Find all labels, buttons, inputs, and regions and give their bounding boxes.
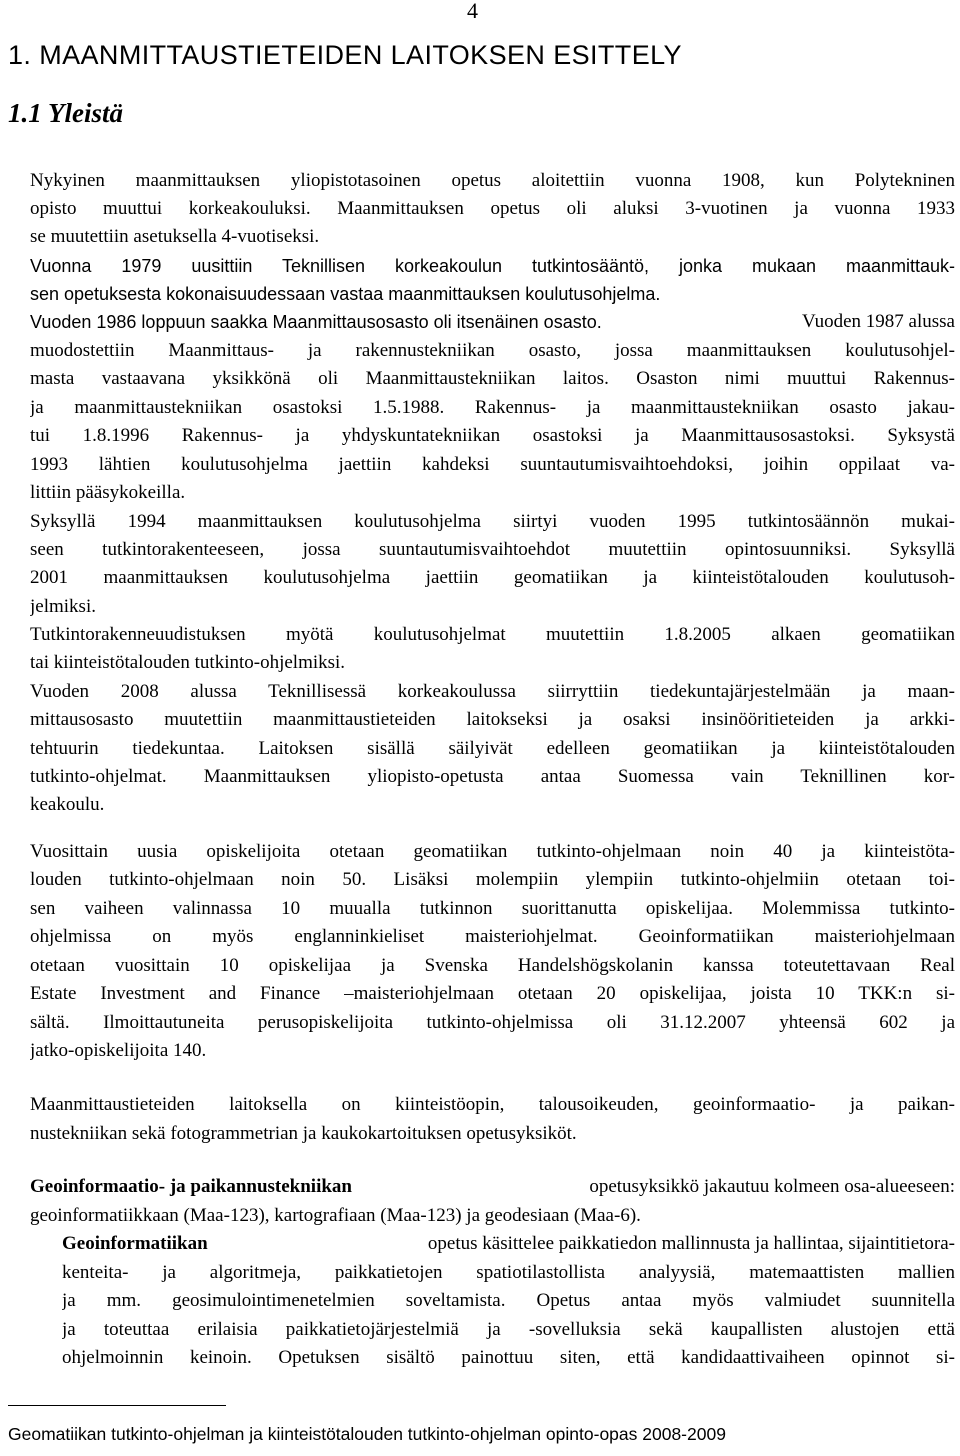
paragraph-line: louden tutkinto-ohjelmaan noin 50. Lisäksi molempiin ylempiin tutkinto-ohjelmiin otetaan toi- bbox=[30, 869, 955, 890]
page-footer: Geomatiikan tutkinto-ohjelman ja kiinteistötalouden tutkinto-ohjelman opinto-opas 2008-2009 bbox=[8, 1424, 726, 1444]
paragraph-line: se muutettiin asetuksella 4-vuotiseksi. bbox=[30, 226, 320, 247]
paragraph-line: 2001 maanmittauksen koulutusohjelma jaettiin geomatiikan ja kiinteistötalouden koulutusoh- bbox=[30, 567, 955, 588]
paragraph-line: tehtuurin tiedekuntaa. Laitoksen sisällä säilyivät edelleen geomatiikan ja kiinteistötalouden bbox=[30, 738, 955, 759]
paragraph-line: sen opetuksesta kokonaisuudessaan vastaa maanmittauksen koulutusohjelma. bbox=[30, 284, 661, 304]
bold-term: Geoinformaatio- ja paikannustekniikan bbox=[30, 1176, 352, 1197]
paragraph-line: Vuosittain uusia opiskelijoita otetaan geomatiikan tutkinto-ohjelmaan noin 40 ja kiinteistöta- bbox=[30, 841, 955, 862]
footer-divider bbox=[8, 1405, 226, 1406]
paragraph-line: mittausosasto muutettiin maanmittaustieteiden laitokseksi ja osaksi insinööritieteiden ja arkki- bbox=[30, 709, 955, 730]
paragraph-line: Nykyinen maanmittauksen yliopistotasoinen opetus aloitettiin vuonna 1908, kun Polytekninen bbox=[30, 170, 955, 191]
paragraph-line: Maanmittaustieteiden laitoksella on kiinteistöopin, talousoikeuden, geoinformaatio- ja paikan- bbox=[30, 1094, 955, 1115]
section-heading: 1.1 Yleistä bbox=[8, 98, 124, 128]
paragraph-line: sen vaiheen valinnassa 10 muualla tutkinnon suorittanutta opiskelijaa. Molemmissa tutkinto- bbox=[30, 898, 955, 919]
paragraph-line: keakoulu. bbox=[30, 794, 105, 815]
page-number: 4 bbox=[467, 0, 478, 23]
paragraph-line: opetus käsittelee paikkatiedon mallinnusta ja hallintaa, sijaintitietora- bbox=[427, 1233, 955, 1254]
paragraph-line: geoinformatiikkaan (Maa-123), kartografiaan (Maa-123) ja geodesiaan (Maa-6). bbox=[30, 1205, 641, 1226]
paragraph-line: ohjelmissa on myös englanninkieliset maisteriohjelmat. Geoinformatiikan maisteriohjelmaan bbox=[30, 926, 955, 947]
paragraph-line: Estate Investment and Finance –maisteriohjelmaan otetaan 20 opiskelijaa, joista 10 TKK:n si- bbox=[30, 983, 955, 1004]
paragraph-line: ja mm. geosimulointimenetelmien soveltamista. Opetus antaa myös valmiudet suunnitella bbox=[62, 1290, 955, 1311]
paragraph-line: ohjelmoinnin keinoin. Opetuksen sisältö painottuu siten, että kandidaattivaiheen opinnot si- bbox=[62, 1347, 955, 1368]
paragraph-line: jatko-opiskelijoita 140. bbox=[30, 1040, 207, 1061]
paragraph-line: littiin pääsykokeilla. bbox=[30, 482, 186, 503]
bold-term: Geoinformatiikan bbox=[62, 1233, 208, 1254]
paragraph-line: ja maanmittaustekniikan osastoksi 1.5.1988. Rakennus- ja maanmittaustekniikan osasto jakau- bbox=[30, 397, 955, 418]
paragraph-line: tai kiinteistötalouden tutkinto-ohjelmiksi. bbox=[30, 652, 346, 673]
paragraph-line: sältä. Ilmoittautuneita perusopiskelijoita tutkinto-ohjelmissa oli 31.12.2007 yhteensä 602 ja bbox=[30, 1012, 955, 1033]
paragraph-line: opetusyksikkö jakautuu kolmeen osa-alueeseen: bbox=[589, 1176, 955, 1197]
paragraph-line: Vuoden 1986 loppuun saakka Maanmittausosasto oli itsenäinen osasto. bbox=[30, 312, 602, 332]
paragraph-line: Tutkintorakenneuudistuksen myötä koulutusohjelmat muutettiin 1.8.2005 alkaen geomatiikan bbox=[30, 624, 955, 645]
paragraph-line: jelmiksi. bbox=[30, 596, 96, 617]
paragraph-line: muodostettiin Maanmittaus- ja rakennustekniikan osasto, jossa maanmittauksen koulutusohjel- bbox=[30, 340, 955, 361]
paragraph-line: nustekniikan sekä fotogrammetrian ja kaukokartoituksen opetusyksiköt. bbox=[30, 1123, 577, 1144]
paragraph-line: Vuoden 2008 alussa Teknillisessä korkeakoulussa siirryttiin tiedekuntajärjestelmään ja maan- bbox=[30, 681, 955, 702]
paragraph-line: kenteita- ja algoritmeja, paikkatietojen spatiotilastollista analyysiä, matemaattisten mallien bbox=[62, 1262, 955, 1283]
paragraph-line: otetaan vuosittain 10 opiskelijaa ja Svenska Handelshögskolanin kanssa toteutettavaan Real bbox=[30, 955, 955, 976]
paragraph-line: Syksyllä 1994 maanmittauksen koulutusohjelma siirtyi vuoden 1995 tutkintosäännön mukai- bbox=[30, 511, 955, 532]
paragraph-line: masta vastaavana yksikkönä oli Maanmittaustekniikan laitos. Osaston nimi muuttui Rakennus- bbox=[30, 368, 955, 389]
paragraph-line: tui 1.8.1996 Rakennus- ja yhdyskuntatekniikan osastoksi ja Maanmittausosastoksi. Syksystä bbox=[30, 425, 955, 446]
paragraph-line: tutkinto-ohjelmat. Maanmittauksen yliopisto-opetusta antaa Suomessa vain Teknillinen kor- bbox=[30, 766, 955, 787]
paragraph-line: ja toteuttaa erilaisia paikkatietojärjestelmiä ja -sovelluksia sekä kaupallisten alustojen että bbox=[62, 1319, 955, 1340]
chapter-heading: 1. MAANMITTAUSTIETEIDEN LAITOKSEN ESITTELY bbox=[8, 40, 682, 70]
paragraph-line: Vuonna 1979 uusittiin Teknillisen korkeakoulun tutkintosääntö, jonka mukaan maanmittauk- bbox=[30, 256, 955, 276]
paragraph-line: 1993 lähtien koulutusohjelma jaettiin kahdeksi suuntautumisvaihtoehdoksi, joihin oppilaat va- bbox=[30, 454, 955, 475]
paragraph-line: seen tutkintorakenteeseen, jossa suuntautumisvaihtoehdot muutettiin opintosuunniksi. Syksyllä bbox=[30, 539, 955, 560]
paragraph-line: opisto muuttui korkeakouluksi. Maanmittauksen opetus oli aluksi 3-vuotinen ja vuonna 1933 bbox=[30, 198, 955, 219]
paragraph-line: Vuoden 1987 alussa bbox=[802, 311, 955, 332]
